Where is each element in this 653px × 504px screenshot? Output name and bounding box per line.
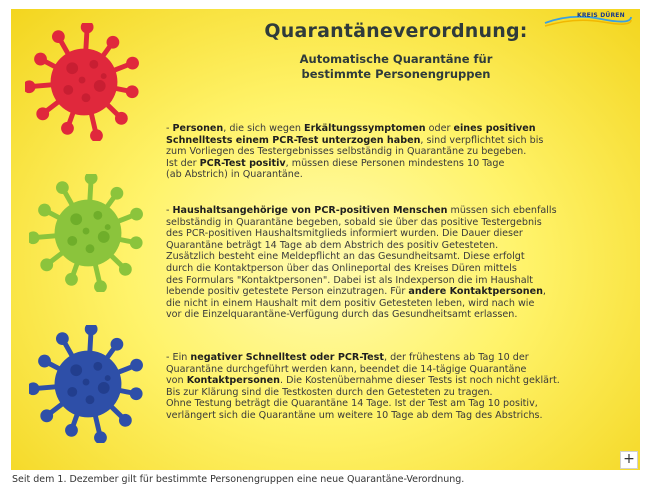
text-line: - Personen, die sich wegen Erkältungssymptomen oder eines positiven <box>166 123 536 134</box>
text-line: Ist der PCR-Test positiv, müssen diese Personen mindestens 10 Tage <box>166 157 505 169</box>
text-line: Bis zur Klärung sind die Testkosten durch den Getesteten zu tragen. <box>166 386 493 398</box>
red-virus-icon <box>25 23 143 141</box>
blue-virus-icon <box>29 325 147 443</box>
bold-text: Schnelltests einem PCR-Test unterzogen haben <box>166 134 421 146</box>
text-line: von Kontaktpersonen. Die Kostenübernahme dieser Tests ist noch nicht geklärt. <box>166 375 560 387</box>
text-line: Quarantäne durchgeführt werden kann, beendet die 14-tägige Quarantäne <box>166 363 527 375</box>
text-line: vor die Einzelquarantäne-Verfügung durch das Gesundheitsamt erlassen. <box>166 309 518 321</box>
text-line: Schnelltests einem PCR-Test unterzogen haben, sind verpflichtet sich bis <box>166 134 544 146</box>
bold-text: eines positiven <box>453 123 536 134</box>
bold-text: Haushaltsangehörige von PCR-positiven Menschen <box>172 205 448 216</box>
bold-text: Personen <box>172 123 224 134</box>
bold-text: negativer Schnelltest oder PCR-Test <box>190 352 384 363</box>
quarantine-poster <box>11 9 640 470</box>
paragraph-negative-test <box>166 352 634 422</box>
text-line: (ab Abstrich) in Quarantäne. <box>166 169 303 181</box>
text-line: verlängert sich die Quarantäne um weitere 10 Tage ab dem Tag des Abstrichs. <box>166 409 543 421</box>
brand-name: KREIS DÜREN <box>577 12 625 19</box>
paragraph-household-members <box>166 205 634 321</box>
text-line: des PCR-positiven Haushaltsmitglieds informiert wurden. Die Dauer dieser <box>166 228 523 240</box>
text-line: lebende positiv getestete Person einzutragen. Für andere Kontaktpersonen, <box>166 286 546 298</box>
poster-subtitle <box>181 52 611 82</box>
subtitle-line: bestimmte Personengruppen <box>301 67 491 81</box>
bold-text: Erkältungssymptomen <box>304 123 426 134</box>
text-line: - Ein negativer Schnelltest oder PCR-Test, der frühestens ab Tag 10 der <box>166 352 529 363</box>
text-line: selbständig in Quarantäne begeben, sobald sie über das positive Testergebnis <box>166 216 542 228</box>
text-line: des Formulars "Kontaktpersonen". Dabei ist als Indexperson die im Haushalt <box>166 274 534 286</box>
text-line: Quarantäne beträgt 14 Tage ab dem Abstrich des positiv Getesteten. <box>166 239 499 251</box>
text-line: - Haushaltsangehörige von PCR-positiven Menschen müssen sich ebenfalls <box>166 205 557 216</box>
text-line: durch die Kontaktperson über das Onlineportal des Kreises Düren mittels <box>166 262 517 274</box>
paragraph-persons-with-symptoms <box>166 123 634 181</box>
text-line: Zusätzlich besteht eine Meldepflicht an das Gesundheitsamt. Diese erfolgt <box>166 251 525 263</box>
text-line: zum Vorliegen des Testergebnisses selbständig in Quarantäne zu begeben. <box>166 146 527 158</box>
subtitle-line: Automatische Quarantäne für <box>299 52 493 66</box>
bold-text: andere Kontaktpersonen <box>408 286 543 298</box>
image-caption: Seit dem 1. Dezember gilt für bestimmte Personengruppen eine neue Quarantäne-Verordnung. <box>12 474 465 485</box>
poster-title: Quarantäneverordnung: <box>264 20 528 42</box>
green-virus-icon <box>29 174 147 292</box>
expand-image-button[interactable]: + <box>620 451 638 469</box>
text-line: Ohne Testung beträgt die Quarantäne 14 Tage. Ist der Test am Tag 10 positiv, <box>166 398 538 410</box>
bold-text: PCR-Test positiv <box>199 157 286 169</box>
bold-text: Kontaktpersonen <box>186 375 280 387</box>
text-line: die nicht in einem Haushalt mit dem positiv Getesteten leben, wird nach wie <box>166 297 535 309</box>
